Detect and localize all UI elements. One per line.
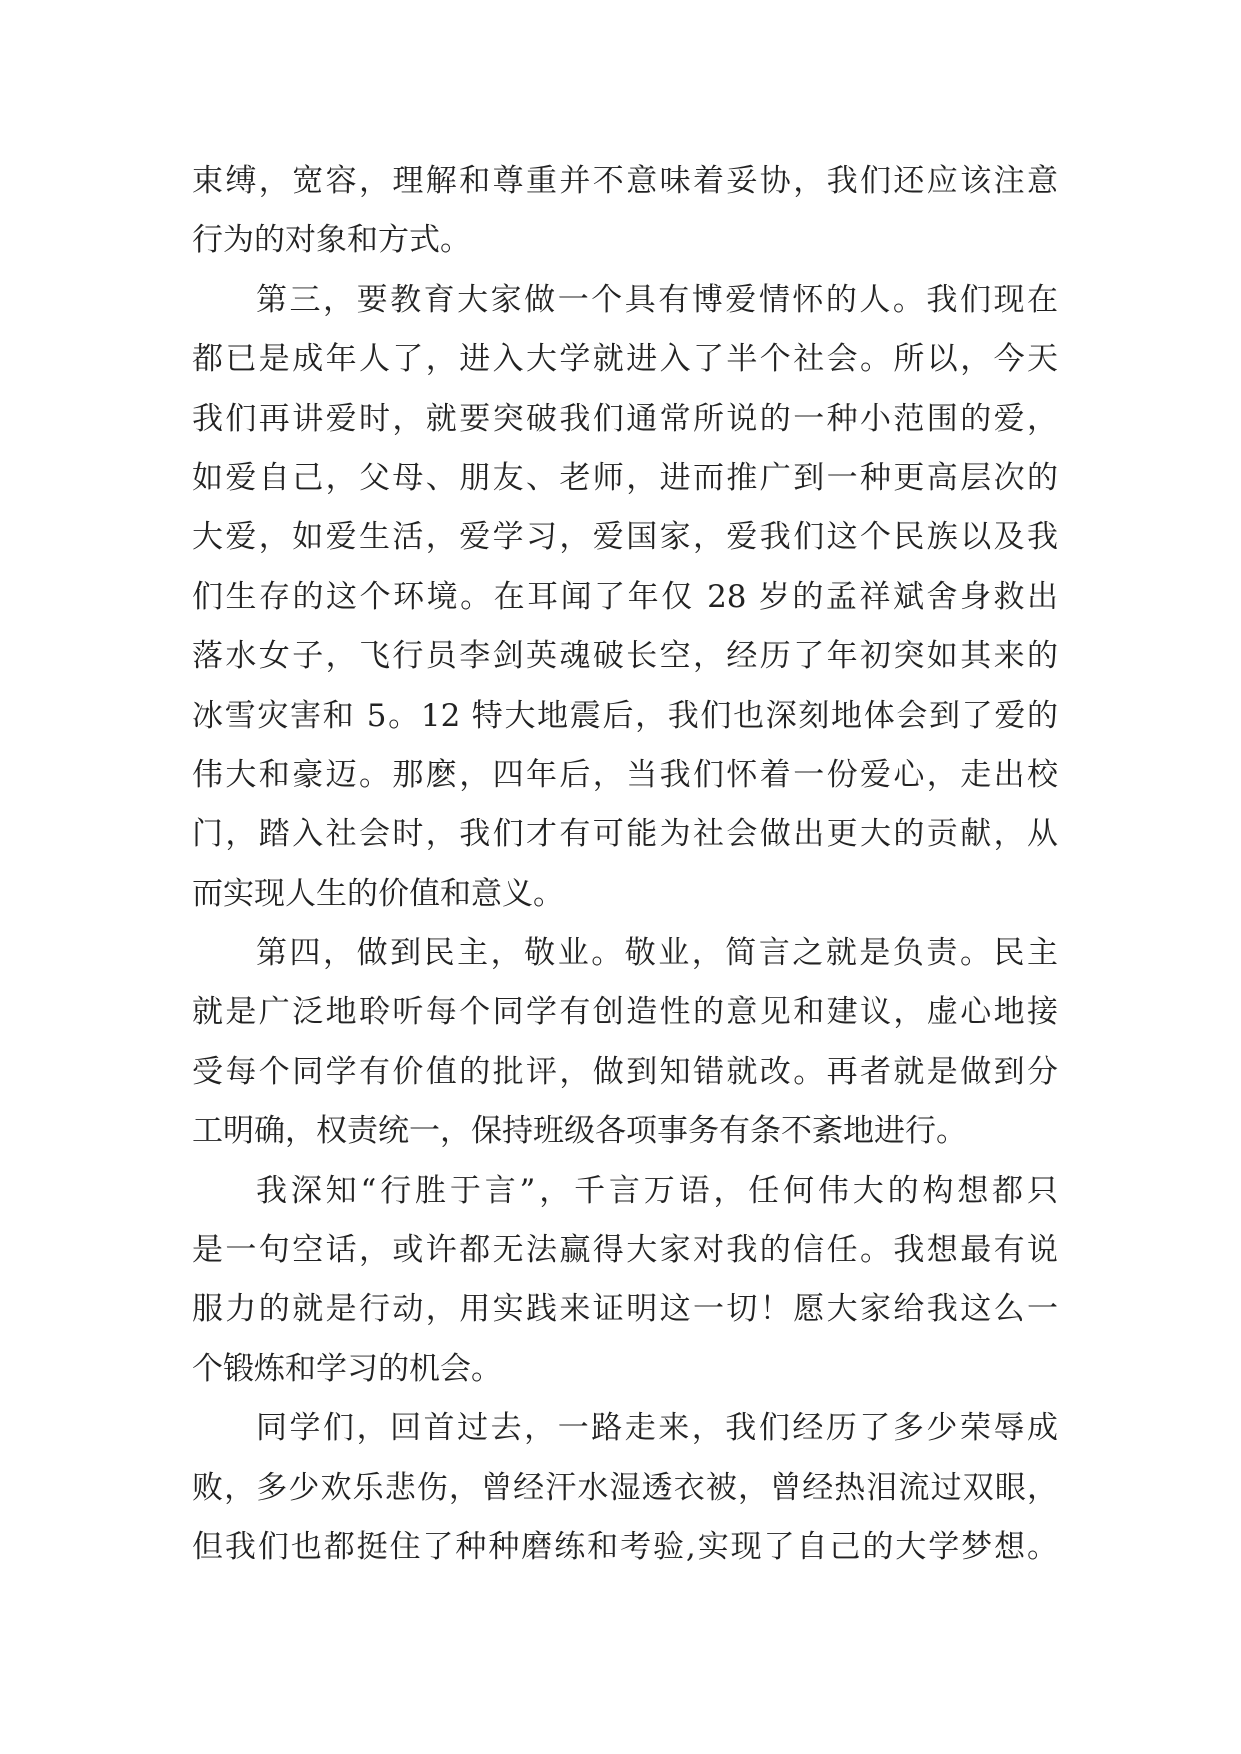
text-line: 束缚，宽容，理解和尊重并不意味着妥协，我们还应该注意 bbox=[192, 163, 1058, 199]
text-line: 工明确，权责统一，保持班级各项事务有条不紊地进行。 bbox=[192, 1113, 967, 1150]
paragraph-first-line: 同学们，回首过去，一路走来，我们经历了多少荣辱成 bbox=[256, 1410, 1058, 1447]
text-line: 门，踏入社会时，我们才有可能为社会做出更大的贡献，从 bbox=[192, 816, 1058, 853]
body-text bbox=[192, 152, 1058, 1577]
text-line: 落水女子，飞行员李剑英魂破长空，经历了年初突如其来的 bbox=[192, 638, 1058, 675]
paragraph-first-line: 我深知“行胜于言”，千言万语，任何伟大的构想都只 bbox=[256, 1172, 1058, 1209]
text-line: 但我们也都挺住了种种磨练和考验,实现了自己的大学梦想。 bbox=[192, 1528, 1058, 1565]
text-line: 伟大和豪迈。那麽，四年后，当我们怀着一份爱心，走出校 bbox=[192, 756, 1058, 793]
text-line: 冰雪灾害和 5。12 特大地震后，我们也深刻地体会到了爱的 bbox=[192, 697, 1058, 734]
text-line: 我们再讲爱时，就要突破我们通常所说的一种小范围的爱， bbox=[192, 400, 1058, 437]
text-line: 败，多少欢乐悲伤，曾经汗水湿透衣被，曾经热泪流过双眼， bbox=[192, 1469, 1058, 1506]
text-line: 是一句空话，或许都无法赢得大家对我的信任。我想最有说 bbox=[192, 1232, 1058, 1269]
text-line: 大爱，如爱生活，爱学习，爱国家，爱我们这个民族以及我 bbox=[192, 519, 1058, 556]
paragraph-first-line: 第三，要教育大家做一个具有博爱情怀的人。我们现在 bbox=[256, 281, 1058, 318]
paragraph-first-line: 第四，做到民主，敬业。敬业，简言之就是负责。民主 bbox=[256, 935, 1058, 972]
text-line: 个锻炼和学习的机会。 bbox=[192, 1350, 502, 1387]
text-line: 们生存的这个环境。在耳闻了年仅 28 岁的孟祥斌舍身救出 bbox=[192, 578, 1058, 615]
text-line: 就是广泛地聆听每个同学有创造性的意见和建议，虚心地接 bbox=[192, 994, 1058, 1031]
text-line: 受每个同学有价值的批评，做到知错就改。再者就是做到分 bbox=[192, 1053, 1058, 1090]
text-line: 如爱自己，父母、朋友、老师，进而推广到一种更高层次的 bbox=[192, 459, 1058, 496]
text-line: 都已是成年人了，进入大学就进入了半个社会。所以，今天 bbox=[192, 341, 1058, 378]
text-line: 行为的对象和方式。 bbox=[192, 222, 471, 259]
text-line: 服力的就是行动，用实践来证明这一切！愿大家给我这么一 bbox=[192, 1291, 1058, 1328]
text-line: 而实现人生的价值和意义。 bbox=[192, 875, 564, 912]
